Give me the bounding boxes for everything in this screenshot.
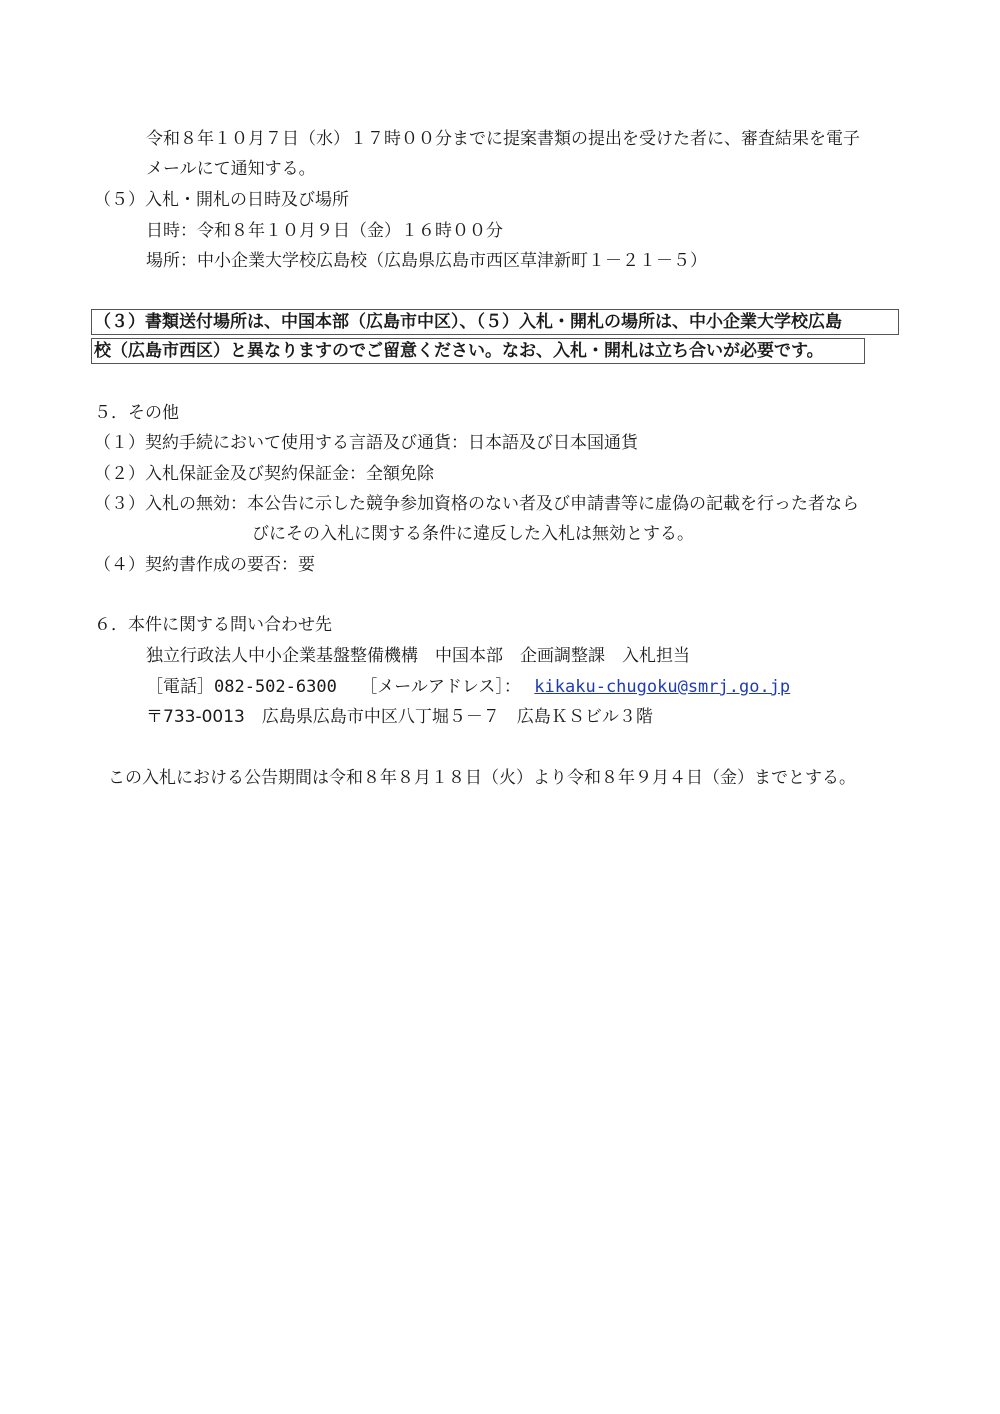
notice-box (91, 309, 899, 364)
phone-label: ［電話］ (146, 677, 214, 697)
contact-phone-email (146, 675, 790, 699)
email-label: ［メールアドレス］： (360, 677, 521, 697)
notice-line-2: 校（広島市西区）と異なりますのでご留意ください。なお、入札・開札は立ち合いが必要です。 (91, 338, 865, 364)
section5-heading: ５．その他 (94, 403, 179, 423)
phone-number: 082-502-6300 (214, 677, 337, 697)
section4-line-2: メールにて通知する。 (146, 159, 316, 179)
contact-org: 独立行政法人中小企業基盤整備機構 中国本部 企画調整課 入札担当 (146, 646, 690, 666)
item5-place: 場所：中小企業大学校広島校（広島県広島市西区草津新町１－２１－５） (146, 251, 707, 271)
notice-line-1: （３）書類送付場所は、中国本部（広島市中区）、（５）入札・開札の場所は、中小企業大学校広島 (91, 309, 899, 335)
section5-item-3-line-2: びにその入札に関する条件に違反した入札は無効とする。 (252, 524, 694, 544)
section5-item-3-line-1: （３）入札の無効：本公告に示した競争参加資格のない者及び申請書等に虚偽の記載を行った者なら (94, 494, 859, 514)
email-link[interactable]: kikaku-chugoku@smrj.go.jp (534, 677, 791, 697)
contact-address: 〒733-0013 広島県広島市中区八丁堀５－７ 広島ＫＳビル３階 (146, 707, 653, 727)
section5-item-4: （４）契約書作成の要否：要 (94, 555, 315, 575)
section5-item-2: （２）入札保証金及び契約保証金：全額免除 (94, 464, 434, 484)
section5-item-1: （１）契約手続において使用する言語及び通貨：日本語及び日本国通貨 (94, 433, 638, 453)
item5-datetime: 日時：令和８年１０月９日（金）１６時００分 (146, 221, 503, 241)
section6-heading: ６．本件に関する問い合わせ先 (94, 615, 332, 635)
section4-line-1: 令和８年１０月７日（水）１７時００分までに提案書類の提出を受けた者に、審査結果を電子 (146, 129, 860, 149)
item5-heading: （５）入札・開札の日時及び場所 (94, 190, 349, 210)
notice-period: この入札における公告期間は令和８年８月１８日（火）より令和８年９月４日（金）までとする。 (108, 768, 856, 788)
